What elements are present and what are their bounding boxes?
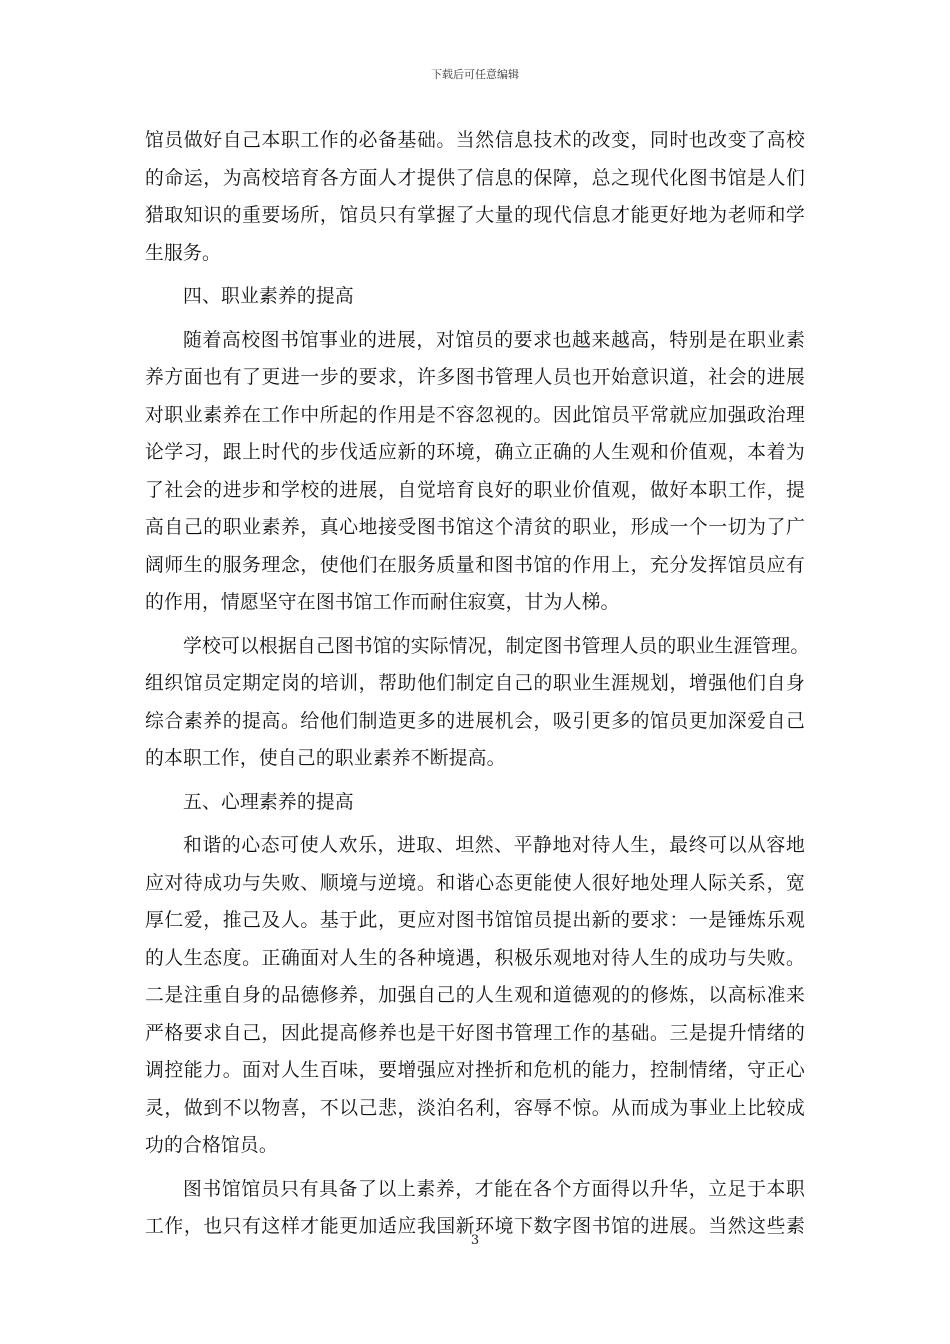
text-line: 的人生态度。正确面对人生的各种境遇，积极乐观地对待人生的成功与失败。 — [145, 947, 805, 969]
body-text — [145, 122, 810, 1246]
text-line: 养方面也有了更进一步的要求，许多图书管理人员也开始意识道，社会的进展 — [145, 367, 805, 388]
text-line: 阔师生的服务理念，使他们在服务质量和图书馆的作用上，充分发挥馆员应有 — [145, 554, 805, 576]
text-line: 综合素养的提高。给他们制造更多的进展机会，吸引更多的馆员更加深爱自己 — [145, 710, 805, 732]
text-line: 的作用，情愿坚守在图书馆工作而耐住寂寞，甘为人梯。 — [145, 592, 620, 613]
text-line: 严格要求自己，因此提高修养也是干好图书管理工作的基础。三是提升情绪的 — [145, 1022, 805, 1044]
text-line: 调控能力。面对人生百味，要增强应对挫折和危机的能力，控制情绪，守正心 — [145, 1060, 805, 1081]
text-line: 图书馆馆员只有具备了以上素养，才能在各个方面得以升华，立足于本职 — [183, 1178, 805, 1200]
section-heading: 四、职业素养的提高 — [183, 286, 354, 307]
text-line: 的命运，为高校培育各方面人才提供了信息的保障，总之现代化图书馆是人们 — [145, 167, 805, 189]
text-line: 二是注重自身的品德修养，加强自己的人生观和道德观的的修炼，以高标准来 — [145, 985, 805, 1006]
text-line: 论学习，跟上时代的步伐适应新的环境，确立正确的人生观和价值观，本着为 — [145, 442, 805, 463]
text-line: 应对待成功与失败、顺境与逆境。和谐心态更能使人很好地处理人际关系，宽 — [145, 872, 805, 894]
text-line: 灵，做到不以物喜，不以己悲，淡泊名利，容辱不惊。从而成为事业上比较成 — [145, 1097, 805, 1119]
text-line: 厚仁爱，推己及人。基于此，更应对图书馆馆员提出新的要求：一是锤炼乐观 — [145, 910, 805, 931]
text-line: 工作，也只有这样才能更加适应我国新环境下数字图书馆的进展。当然这些素 — [145, 1216, 805, 1237]
text-line: 学校可以根据自己图书馆的实际情况，制定图书管理人员的职业生涯管理。 — [183, 635, 810, 657]
text-line: 组织馆员定期定岗的培训，帮助他们制定自己的职业生涯规划，增强他们自身 — [145, 673, 805, 694]
text-line: 生服务。 — [145, 242, 221, 264]
text-line: 猎取知识的重要场所，馆员只有掌握了大量的现代信息才能更好地为老师和学 — [145, 205, 805, 226]
text-line: 了社会的进步和学校的进展，自觉培育良好的职业价值观，做好本职工作，提 — [145, 479, 805, 501]
text-line: 随着高校图书馆事业的进展，对馆员的要求也越来越高，特别是在职业素 — [183, 329, 805, 351]
page-number: 3 — [470, 1233, 480, 1248]
text-line: 的本职工作，使自己的职业素养不断提高。 — [145, 748, 506, 769]
text-line: 对职业素养在工作中所起的作用是不容忽视的。因此馆员平常就应加强政治理 — [145, 404, 805, 426]
text-line: 功的合格馆员。 — [145, 1135, 278, 1156]
text-line: 馆员做好自己本职工作的必备基础。当然信息技术的改变，同时也改变了高校 — [145, 130, 805, 151]
section-heading: 五、心理素养的提高 — [183, 791, 354, 813]
header-note: 下载后可任意编辑 — [431, 68, 519, 81]
text-line: 高自己的职业素养，真心地接受图书馆这个清贫的职业，形成一个一切为了广 — [145, 517, 805, 538]
text-line: 和谐的心态可使人欢乐，进取、坦然、平静地对待人生，最终可以从容地 — [183, 835, 805, 856]
